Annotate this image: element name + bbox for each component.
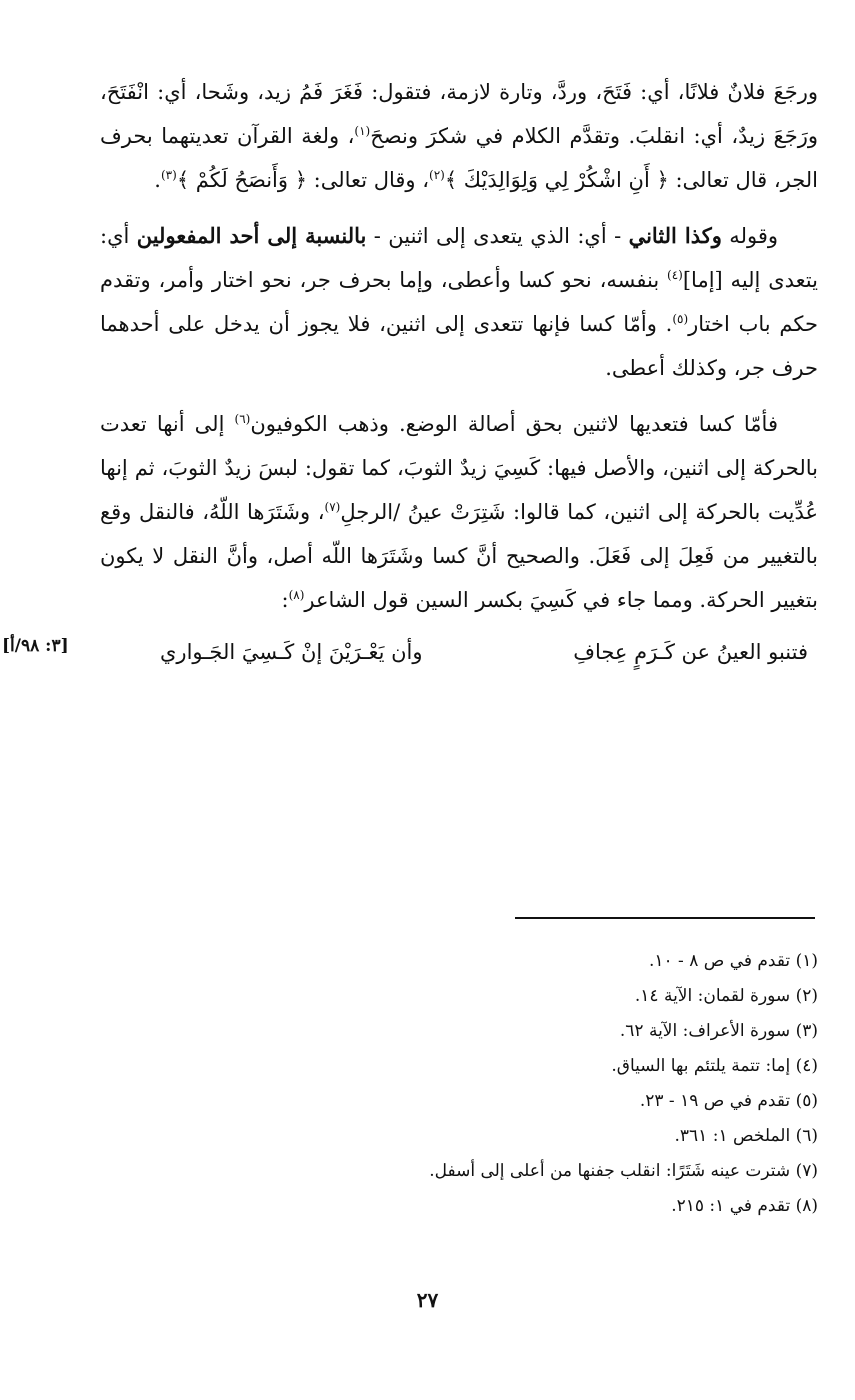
text-run: :: [281, 588, 289, 612]
footnote: (٥) تقدم في ص ١٩ - ٢٣.: [639, 1091, 818, 1111]
footnote-separator: [515, 917, 815, 919]
verse-first-hemistich: وأن يَعْـرَيْنَ إنْ كَـسِيَ الجَـواري: [160, 640, 423, 664]
margin-manuscript-reference: [٣: ٩٨/أ]: [2, 636, 69, 656]
bold-phrase: بالنسبة إلى أحد المفعولين: [136, 223, 367, 248]
text-run: ، وشَتَرَها اللّهُ، فالنقل وقع بالتغيير من فَعِلَ إلى فَعَلَ. والصحيح أنَّ كسا وشَتَرَها اللّه أصل، وأنَّ النقل لا يكون بتغيير الحركة. ومما جاء في كَسِيَ بكسر السين قول الشاعر: [100, 500, 818, 612]
text-run: . وأمّا كسا فإنها تتعدى إلى اثنين، فلا يجوز أن يدخل على أحدهما حرف جر، وكذلك أعطى.: [100, 312, 818, 380]
footnote-marker: (٨): [288, 588, 305, 602]
text-run: وقوله: [721, 224, 778, 248]
footnote: (٦) الملخص ١: ٣٦١.: [674, 1126, 818, 1146]
bold-phrase: وكذا الثاني: [628, 223, 722, 248]
paragraph: [100, 402, 818, 622]
text-run: .: [154, 168, 161, 192]
footnote: (٤) إما: تتمة يلتئم بها السياق.: [611, 1056, 818, 1076]
footnotes-list: [200, 944, 818, 1224]
footnote-marker: (١): [354, 124, 371, 138]
footnote-marker: (٣): [160, 168, 177, 182]
verse-second-hemistich: فتنبو العينُ عن كَـرَمٍ عِجافِ: [573, 640, 808, 664]
paragraph: [100, 214, 818, 390]
footnote-marker: (٧): [324, 500, 341, 514]
footnote: (٢) سورة لقمان: الآية ١٤.: [634, 986, 818, 1006]
text-run: أي: يتعدى إليه [إما]: [100, 224, 818, 292]
footnote-marker: (٥): [672, 312, 689, 326]
text-run: ورجَعَ فلانٌ فلانًا، أي: فَتَحَ، وردَّ، وتارة لازمة، فتقول: فَغَرَ فَمُ زيد، وشَحا، أي: انْفَتَحَ، ورَجَعَ زيدٌ، أي: انقلبَ. وتقدَّم الكلام في شكرَ ونصحَ: [100, 80, 818, 148]
main-text: [100, 70, 818, 674]
footnote-marker: (٤): [667, 268, 683, 282]
text-run: - أي: الذي يتعدى إلى اثنين -: [366, 224, 629, 248]
footnote: (١) تقدم في ص ٨ - ١٠.: [648, 951, 818, 971]
text-run: ، وقال تعالى: ﴿ وَأَنصَحُ لَكُمْ ﴾: [176, 168, 429, 192]
text-run: بنفسه، نحو كسا وأعطى، وإما بحرف جر، نحو اختار وأمر، وتقدم حكم باب اختار: [100, 268, 818, 336]
page-number: ٢٧: [416, 1288, 439, 1312]
text-run: فأمّا كسا فتعديها لاثنين بحق أصالة الوضع. وذهب الكوفيون: [250, 412, 778, 436]
footnote: (٨) تقدم في ١: ٢١٥.: [671, 1196, 818, 1216]
paragraph: [100, 70, 818, 202]
footnote: (٣) سورة الأعراف: الآية ٦٢.: [619, 1021, 818, 1041]
footnote-marker: (٢): [429, 168, 445, 182]
poetry-verse: [100, 630, 818, 674]
footnote: (٧) شترت عينه شَتَرًا: انقلب جفنها من أعلى إلى أسفل.: [429, 1161, 818, 1181]
text-run: ، ولغة القرآن تعديتهما بحرف الجر، قال تعالى: ﴿ أَنِ اشْكُرْ لِي وَلِوَالِدَيْكَ ﴾: [100, 124, 818, 192]
text-run: إلى أنها تعدت بالحركة إلى اثنين، والأصل فيها: كَسِيَ زيدٌ الثوبَ، كما تقول: لبسَ زيدٌ الثوبَ، ثم إنها عُدِّيت بالحركة إلى اثنين، كما قالوا: شَتِرَتْ عينُ /الرجلِ: [100, 412, 818, 524]
footnote-marker: (٦): [234, 412, 251, 426]
